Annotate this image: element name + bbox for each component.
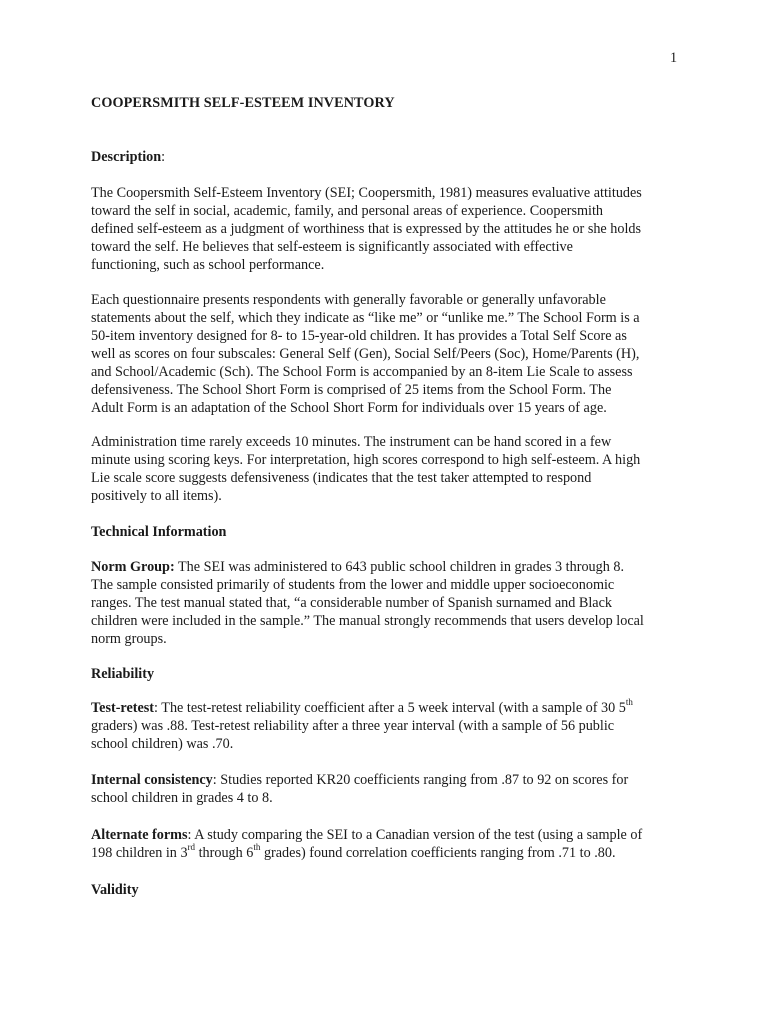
paragraph-line: school children) was .70. bbox=[91, 736, 234, 752]
description-paragraph-3 bbox=[91, 433, 691, 505]
validity-heading: Validity bbox=[91, 882, 139, 898]
superscript: th bbox=[253, 842, 261, 853]
paragraph-line: Lie scale score suggests defensiveness (indicates that the test taker attempted to respond bbox=[91, 470, 592, 486]
paragraph-line bbox=[91, 558, 691, 576]
description-heading-colon: : bbox=[161, 149, 166, 165]
paragraph-line: children were included in the sample.” The manual strongly recommends that users develop local bbox=[91, 613, 644, 629]
internal-consistency-text: : Studies reported KR20 coefficients ranging from .87 to 92 on scores for bbox=[212, 772, 629, 788]
paragraph-line: minute using scoring keys. For interpretation, high scores correspond to high self-esteem. A high bbox=[91, 452, 641, 468]
alternate-forms-paragraph bbox=[91, 826, 691, 862]
paragraph-line: functioning, such as school performance. bbox=[91, 257, 325, 273]
paragraph-line bbox=[91, 699, 691, 717]
test-retest-paragraph bbox=[91, 699, 691, 753]
paragraph-line: Each questionnaire presents respondents with generally favorable or generally unfavorable bbox=[91, 292, 606, 308]
test-retest-label: Test-retest bbox=[91, 700, 155, 716]
paragraph-line: defensiveness. The School Short Form is comprised of 25 items from the School Form. The bbox=[91, 382, 612, 398]
paragraph-line: and School/Academic (Sch). The School Form is accompanied by an 8-item Lie Scale to assess bbox=[91, 364, 633, 380]
paragraph-line: The Coopersmith Self-Esteem Inventory (SEI; Coopersmith, 1981) measures evaluative attitudes bbox=[91, 185, 642, 201]
paragraph-line: ranges. The test manual stated that, “a considerable number of Spanish surnamed and Black bbox=[91, 595, 612, 611]
alternate-forms-text: : A study comparing the SEI to a Canadian version of the test (using a sample of bbox=[187, 827, 643, 843]
paragraph-line: The sample consisted primarily of students from the lower and middle upper socioeconomic bbox=[91, 577, 615, 593]
page-number: 1 bbox=[670, 50, 678, 66]
paragraph-line: school children in grades 4 to 8. bbox=[91, 790, 273, 806]
paragraph-line: Adult Form is an adaptation of the School Short Form for individuals over 15 years of age. bbox=[91, 400, 607, 416]
alternate-forms-text: grades) found correlation coefficients ranging from .71 to .80. bbox=[260, 845, 616, 861]
reliability-heading: Reliability bbox=[91, 666, 155, 682]
description-paragraph-1 bbox=[91, 184, 691, 274]
paragraph-line: toward the self. He believes that self-esteem is significantly associated with effective bbox=[91, 239, 573, 255]
superscript: th bbox=[625, 697, 633, 708]
paragraph-line: well as scores on four subscales: General Self (Gen), Social Self/Peers (Soc), Home/Parents (H), bbox=[91, 346, 640, 362]
technical-information-heading: Technical Information bbox=[91, 524, 227, 540]
document-title: COOPERSMITH SELF-ESTEEM INVENTORY bbox=[91, 95, 395, 111]
description-heading-label: Description bbox=[91, 149, 162, 165]
paragraph-line: graders) was .88. Test-retest reliability after a three year interval (with a sample of 56 public bbox=[91, 718, 615, 734]
alternate-forms-label: Alternate forms bbox=[91, 827, 188, 843]
paragraph-line: norm groups. bbox=[91, 631, 167, 647]
paragraph-line: defined self-esteem as a judgment of worthiness that is expressed by the attitudes he or she holds bbox=[91, 221, 642, 237]
norm-group-paragraph bbox=[91, 558, 691, 648]
description-paragraph-2 bbox=[91, 291, 691, 417]
superscript: rd bbox=[187, 842, 196, 853]
internal-consistency-paragraph bbox=[91, 771, 691, 807]
paragraph-line: Administration time rarely exceeds 10 minutes. The instrument can be hand scored in a few bbox=[91, 434, 612, 450]
paragraph-line: positively to all items). bbox=[91, 488, 222, 504]
paragraph-line bbox=[91, 771, 691, 789]
paragraph-line bbox=[91, 826, 691, 844]
paragraph-line: toward the self in social, academic, family, and personal areas of experience. Coopersmith bbox=[91, 203, 603, 219]
internal-consistency-label: Internal consistency bbox=[91, 772, 213, 788]
norm-group-text: The SEI was administered to 643 public school children in grades 3 through 8. bbox=[174, 559, 625, 575]
paragraph-line: statements about the self, which they indicate as “like me” or “unlike me.” The School Form is a bbox=[91, 310, 640, 326]
alternate-forms-text: through 6 bbox=[195, 845, 254, 861]
norm-group-label: Norm Group: bbox=[91, 559, 175, 575]
paragraph-line bbox=[91, 844, 691, 862]
test-retest-text: : The test-retest reliability coefficient after a 5 week interval (with a sample of 30 5 bbox=[154, 700, 626, 716]
description-heading bbox=[91, 148, 691, 166]
alternate-forms-text: 198 children in 3 bbox=[91, 845, 188, 861]
paragraph-line: 50-item inventory designed for 8- to 15-year-old children. It has provides a Total Self Score as bbox=[91, 328, 627, 344]
